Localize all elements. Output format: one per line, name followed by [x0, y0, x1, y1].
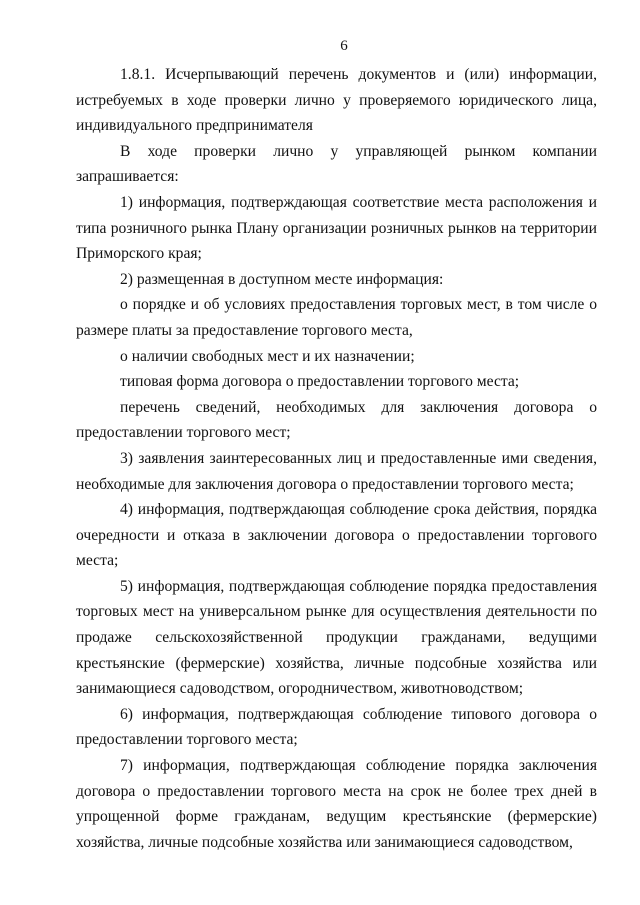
list-item-4: 4) информация, подтверждающая соблюдение срока действия, порядка очередности и отказа в заключении договора о предоставлении торгового места;	[76, 501, 597, 570]
sub-item-free-places: о наличии свободных мест и их назначении;	[120, 347, 415, 365]
sub-item-required-info: перечень сведений, необходимых для заключения договора о предоставлении торгового мест;	[76, 398, 597, 442]
list-item-5: 5) информация, подтверждающая соблюдение порядка предоставления торговых мест на универсальном рынке для осуществления деятельности по продаже сельскохозяйственной продукции гражданами, ведущими крестьянские (фермерские) хозяйства, личные подсобные хозяйства или занимающиеся садоводством, огородничеством, животноводством;	[76, 577, 597, 698]
sub-item-conditions: о порядке и об условиях предоставления торговых мест, в том числе о размере платы за предоставление торгового места,	[76, 296, 597, 339]
list-item-1: 1) информация, подтверждающая соответствие места расположения и типа розничного рынка Плану организации розничных рынков на территории Приморского края;	[76, 193, 597, 263]
paragraph-intro: В ходе проверки лично у управляющей рынком компании запрашивается:	[76, 142, 597, 186]
page-number: 6	[340, 38, 348, 54]
section-heading-1-8-1: 1.8.1. Исчерпывающий перечень документов и (или) информации, истребуемых в ходе проверки лично у проверяемого юридического лица, индивидуального предпринимателя	[76, 66, 597, 135]
list-item-7: 7) информация, подтверждающая соблюдение порядка заключения договора о предоставлении торгового места на срок не более трех дней в упрощенной форме гражданам, ведущим крестьянские (фермерские) хозяйства, личные подсобные хозяйства или занимающиеся садоводством,	[76, 757, 597, 851]
list-item-6: 6) информация, подтверждающая соблюдение типового договора о предоставлении торгового места;	[76, 705, 597, 749]
sub-item-contract-form: типовая форма договора о предоставлении торгового места;	[120, 373, 520, 391]
list-item-3: 3) заявления заинтересованных лиц и предоставленные ими сведения, необходимые для заключения договора о предоставлении торгового места;	[76, 449, 597, 493]
list-item-2: 2) размещенная в доступном месте информация:	[120, 270, 444, 288]
